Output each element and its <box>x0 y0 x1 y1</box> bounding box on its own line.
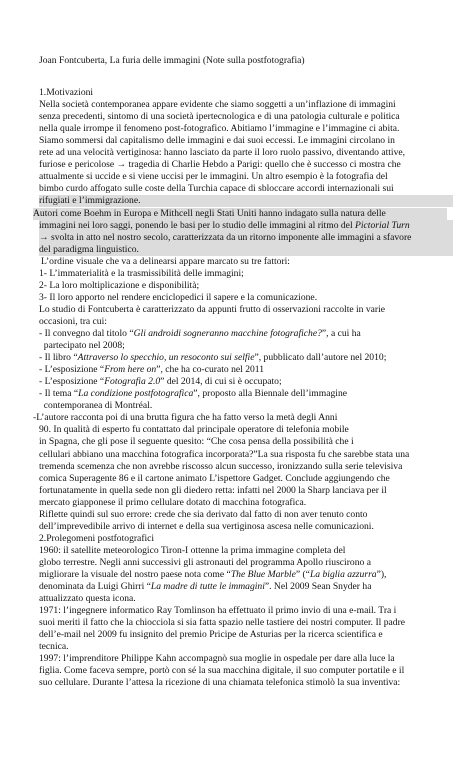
text-line: 1997: l’imprenditore Philippe Kahn accompagnò sua moglie in ospedale per dare alla luce la <box>39 653 395 665</box>
text-line: occasioni, tra cui: <box>39 315 107 327</box>
text-line: -L’autore racconta poi di una brutta figura che ha fatto verso la metà degli Anni <box>33 412 338 424</box>
text-line: Lo studio di Fontcuberta è caratterizzato da appunti frutto di osservazioni raccolte in varie <box>39 303 386 315</box>
text-line: bimbo curdo affogato sulle coste della Turchia capace di sbloccare accordi internazionali sui <box>39 183 394 195</box>
text-line: tremenda scemenza che non avrebbe riscosso alcun successo, ironizzando sulla serie televisiva <box>39 460 403 472</box>
text-line: nella quale irrompe il fenomeno post-fotografico. Abitiamo l’immagine e l’immagine ci abita. <box>39 123 400 135</box>
text-line: attualizzato questa icona. <box>39 593 136 605</box>
text-line: → svolta in atto nel nostro secolo, caratterizzata da un ritorno imponente alle immagini a sfavore <box>39 232 453 244</box>
text-line: dell’imprevedibile arrivo di internet e della sua vertiginosa ascesa nelle comunicazioni. <box>39 520 374 532</box>
text-line: Nella società contemporanea appare evidente che siamo soggetti a un’inflazione di immagini <box>39 99 396 111</box>
text-line: attualmente si uccide e si viene uccisi per le immagini. Un altro esempio è la fotografia del <box>39 171 388 183</box>
text-line: - L’esposizione “From here on”, che ha co-curato nel 2011 <box>39 364 265 376</box>
text-line: dell’e-mail nel 2009 fu insignito del premio Pricipe de Asturias per la ricerca scientifica e <box>39 629 383 641</box>
text-line: - L’esposizione “Fotografia 2.0” del 2014, di cui si è occupato; <box>39 376 282 388</box>
text-line: 2.Prolegomeni postfotografici <box>39 532 155 544</box>
text-line: 1960: il satellite meteorologico Tiron-I ottenne la prima immagine completa del <box>39 544 346 556</box>
text-line: tecnica. <box>39 641 69 653</box>
text-line: suo cellulare. Durante l’attesa la ricezione di una chiamata telefonica stimolò la sua inventiva: <box>39 677 401 689</box>
text-line: partecipato nel 2008; <box>39 340 125 352</box>
text-line: suoi meriti il fatto che la chiocciola si sia fatta spazio nelle tastiere dei nostri computer. Il padre <box>39 617 406 629</box>
document-title: Joan Fontcuberta, La furia delle immagini (Note sulla postfotografia) <box>39 55 305 66</box>
text-line: - Il libro “Attraverso lo specchio, un resoconto sui selfie”, pubblicato dall’autore nel 2010; <box>39 352 387 364</box>
text-line: Siamo sommersi dal capitalismo delle immagini e dai suoi eccessi. Le immagini circolano in <box>39 135 395 147</box>
text-line: rifugiati e l’immigrazione. <box>39 195 453 207</box>
text-line: 1971: l’ingegnere informatico Ray Tomlinson ha effettuato il primo invio di una e-mail. Tra i <box>39 605 397 617</box>
text-line: 90. In qualità di esperto fu contattato dal principale operatore di telefonia mobile <box>39 424 349 436</box>
text-line: Autori come Boehm in Europa e Mithcell negli Stati Uniti hanno indagato sulla natura delle <box>33 208 447 220</box>
text-line: - Il tema “La condizione postfotografica”, proposto alla Biennale dell’immagine <box>39 388 348 400</box>
text-line: fortunatamente in quella sede non gli diedero retta: infatti nel 2000 la Sharp lanciava per il <box>39 484 387 496</box>
text-line: - Il convegno dal titolo “Gli androidi sogneranno macchine fotografiche?”, a cui ha <box>39 328 361 339</box>
text-line: comica Superagente 86 e il cartone animato L’ispettore Gadget. Conclude aggiungendo che <box>39 472 390 484</box>
text-line: 1- L’immaterialità e la trasmissibilità delle immagini; <box>39 267 244 279</box>
text-line: in Spagna, che gli pose il seguente quesito: “Che cosa pensa della possibilità che i <box>39 436 354 448</box>
text-line: cellulari abbiano una macchina fotografica incorporata?”La sua risposta fu che sarebbe stata una <box>39 448 410 460</box>
text-line: migliorare la visuale del nostro paese nota come “The Blue Marble” (“La biglia azzurra”), <box>39 569 387 580</box>
text-line: contemporanea di Montréal. <box>39 400 153 412</box>
text-line: 2- La loro moltiplicazione e disponibilità; <box>39 279 200 291</box>
text-line: mercato giapponese il primo cellulare dotato di macchina fotografica. <box>39 496 307 508</box>
text-line: del paradigma linguistico. <box>39 244 453 256</box>
text-line: L’ordine visuale che va a delinearsi appare marcato su tre fattori: <box>41 255 290 267</box>
text-line: senza precedenti, sintomo di una società ipertecnologica e di una patologia culturale e politica <box>39 111 400 123</box>
text-line: denominata da Luigi Ghirri “La madre di tutte le immagini”. Nel 2009 Sean Snyder ha <box>39 581 372 593</box>
text-line: immagini nei loro saggi, ponendo le basi per lo studio delle immagini al ritmo del Pictorial Turn <box>39 220 453 232</box>
text-line: figlia. Come faceva sempre, portò con sé la sua macchina digitale, il suo computer portatile e il <box>39 665 405 677</box>
text-line: globo terrestre. Negli anni successivi gli astronauti del programma Apollo riuscirono a <box>39 556 371 568</box>
text-line: 3- Il loro apporto nel rendere enciclopedici il sapere e la comunicazione. <box>39 291 318 303</box>
text-line: furiose e pericolose → tragedia di Charlie Hebdo a Parigi: quello che è successo ci mostra che <box>39 159 401 171</box>
text-line: rete ad una velocità vertiginosa: hanno lasciato da parte il loro ruolo passivo, diventando attive, <box>39 147 406 159</box>
text-line: Riflette quindi sul suo errore: crede che sia derivato dal fatto di non aver tenuto conto <box>39 508 368 520</box>
text-line: 1.Motivazioni <box>39 87 94 98</box>
